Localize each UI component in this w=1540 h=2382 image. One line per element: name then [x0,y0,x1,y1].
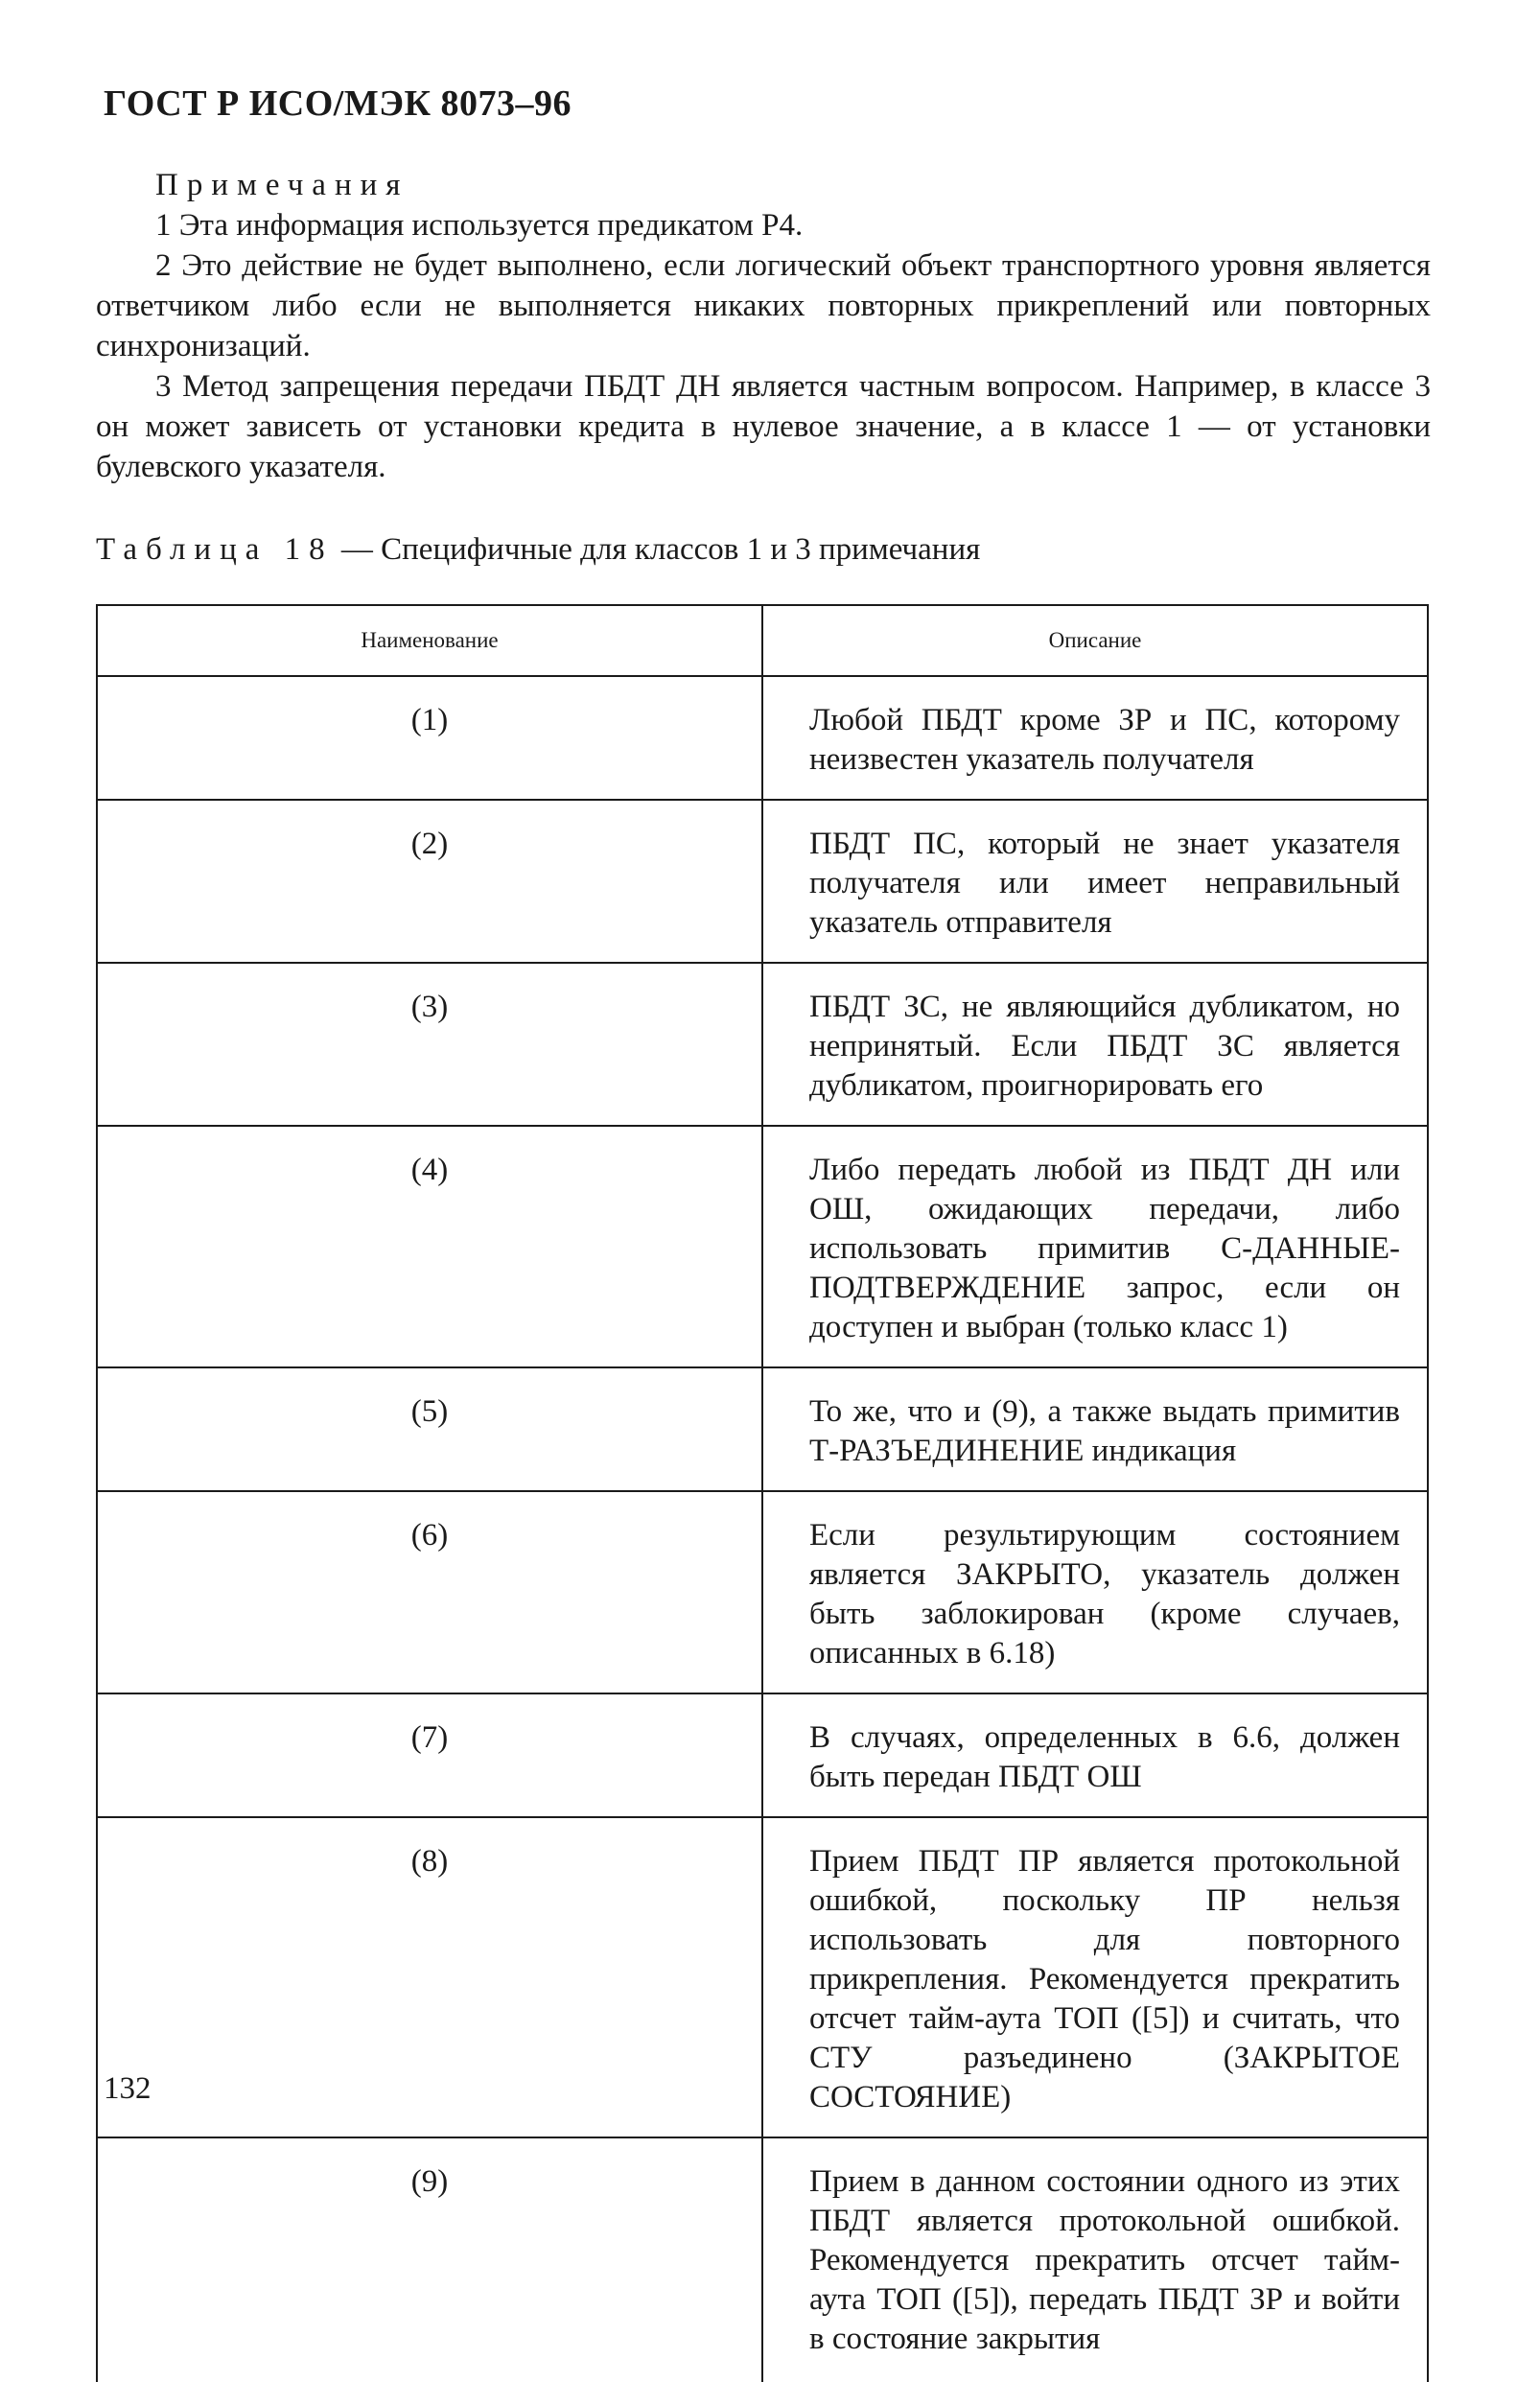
row-name-cell: (6) [97,1491,762,1693]
notes-table-container [96,604,1429,2382]
table-caption-label: Таблица 18 [96,532,334,567]
row-description-cell: ПБДТ ЗС, не являющийся дубликатом, но непринятый. Если ПБДТ ЗС является дубликатом, проигнорировать его [762,963,1428,1126]
row-name-cell: (2) [97,800,762,963]
table-row [97,1693,1428,1817]
note-item-3: 3 Метод запрещения передачи ПБДТ ДН является частным вопросом. Например, в классе 3 он может зависеть от установки кредита в нулевое значение, а в классе 1 — от установки булевского указателя. [96,369,1431,484]
row-name-cell: (8) [97,1817,762,2137]
row-description-cell: Прием в данном состоянии одного из этих ПБДТ является протокольной ошибкой. Рекомендуется прекратить отсчет тайм-аута ТОП ([5]), передать ПБДТ ЗР и войти в состояние закрытия [762,2137,1428,2382]
table-row [97,676,1428,800]
row-name-cell: (5) [97,1367,762,1491]
row-description-cell: Либо передать любой из ПБДТ ДН или ОШ, ожидающих передачи, либо использовать примитив С-ДАННЫЕ-ПОДТВЕРЖДЕНИЕ запрос, если он доступен и выбран (только класс 1) [762,1126,1428,1367]
table-row [97,1817,1428,2137]
row-name-cell: (4) [97,1126,762,1367]
row-name-cell: (1) [97,676,762,800]
table-row [97,1126,1428,1367]
table-row [97,2137,1428,2382]
notes-table [96,604,1429,2382]
row-description-cell: ПБДТ ПС, который не знает указателя получателя или имеет неправильный указатель отправителя [762,800,1428,963]
page-number: 132 [104,2071,152,2106]
table-caption-text: — Специфичные для классов 1 и 3 примечания [333,532,981,567]
table-row [97,800,1428,963]
row-description-cell: В случаях, определенных в 6.6, должен быть передан ПБДТ ОШ [762,1693,1428,1817]
table-row [97,1491,1428,1693]
notes-heading: Примечания [155,168,409,202]
row-name-cell: (3) [97,963,762,1126]
document-header: ГОСТ Р ИСО/МЭК 8073–96 [104,83,572,124]
table-caption [96,529,980,570]
row-name-cell: (7) [97,1693,762,1817]
row-description-cell: Прием ПБДТ ПР является протокольной ошибкой, поскольку ПР нельзя использовать для повторного прикрепления. Рекомендуется прекратить отсчет тайм-аута ТОП ([5]) и считать, что СТУ разъединено (ЗАКРЫТОЕ СОСТОЯНИЕ) [762,1817,1428,2137]
column-header-description: Описание [762,605,1428,676]
note-item-2: 2 Это действие не будет выполнено, если логический объект транспортного уровня является ответчиком либо если не выполняется никаких повторных прикреплений или повторных синхронизаций. [96,248,1431,363]
column-header-name: Наименование [97,605,762,676]
table-row [97,963,1428,1126]
notes-section [96,165,1431,487]
note-item-1: 1 Эта информация используется предикатом Р4. [155,208,804,243]
row-description-cell: Любой ПБДТ кроме ЗР и ПС, которому неизвестен указатель получателя [762,676,1428,800]
row-name-cell: (9) [97,2137,762,2382]
row-description-cell: То же, что и (9), а также выдать примитив Т-РАЗЪЕДИНЕНИЕ индикация [762,1367,1428,1491]
table-row [97,1367,1428,1491]
table-header-row [97,605,1428,676]
row-description-cell: Если результирующим состоянием является ЗАКРЫТО, указатель должен быть заблокирован (кроме случаев, описанных в 6.18) [762,1491,1428,1693]
